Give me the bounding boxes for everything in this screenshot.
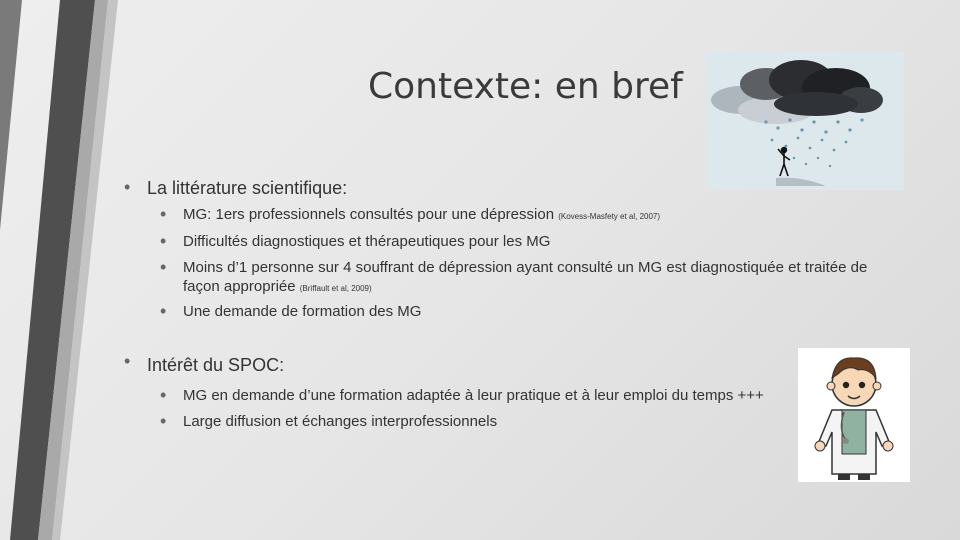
list-item-text: Une demande de formation des MG (183, 303, 422, 320)
citation: (Briffault et al, 2009) (299, 284, 372, 293)
bullet: • (124, 351, 131, 371)
decorative-stripes (0, 0, 140, 540)
section-heading-spoc: Intérêt du SPOC: (147, 355, 285, 375)
list-item-text: Large diffusion et échanges interprofessionnels (183, 413, 498, 430)
list-item (183, 206, 660, 223)
doctor-illustration (798, 348, 910, 482)
rain-cloud-illustration (706, 52, 904, 190)
bullet: • (160, 231, 167, 251)
list-item-text: Difficultés diagnostiques et thérapeutiques pour les MG (183, 233, 551, 250)
list-item-continuation (183, 278, 372, 295)
bullet: • (160, 257, 167, 277)
list-item-text: façon appropriée (183, 278, 296, 295)
list-item-text: Moins d’1 personne sur 4 souffrant de dépression ayant consulté un MG est diagnostiquée et traitée de (183, 259, 868, 276)
list-item-text: MG en demande d’une formation adaptée à leur pratique et à leur emploi du temps +++ (183, 387, 764, 404)
slide-title: Contexte: en bref (368, 66, 683, 107)
section-heading-litterature: La littérature scientifique: (147, 178, 348, 198)
list-item-text: MG: 1ers professionnels consultés pour une dépression (183, 206, 555, 223)
bullet: • (160, 301, 167, 321)
bullet: • (160, 385, 167, 405)
bullet: • (124, 177, 131, 197)
bullet: • (160, 204, 167, 224)
bullet: • (160, 411, 167, 431)
citation: (Kovess-Masfety et al, 2007) (558, 212, 661, 221)
